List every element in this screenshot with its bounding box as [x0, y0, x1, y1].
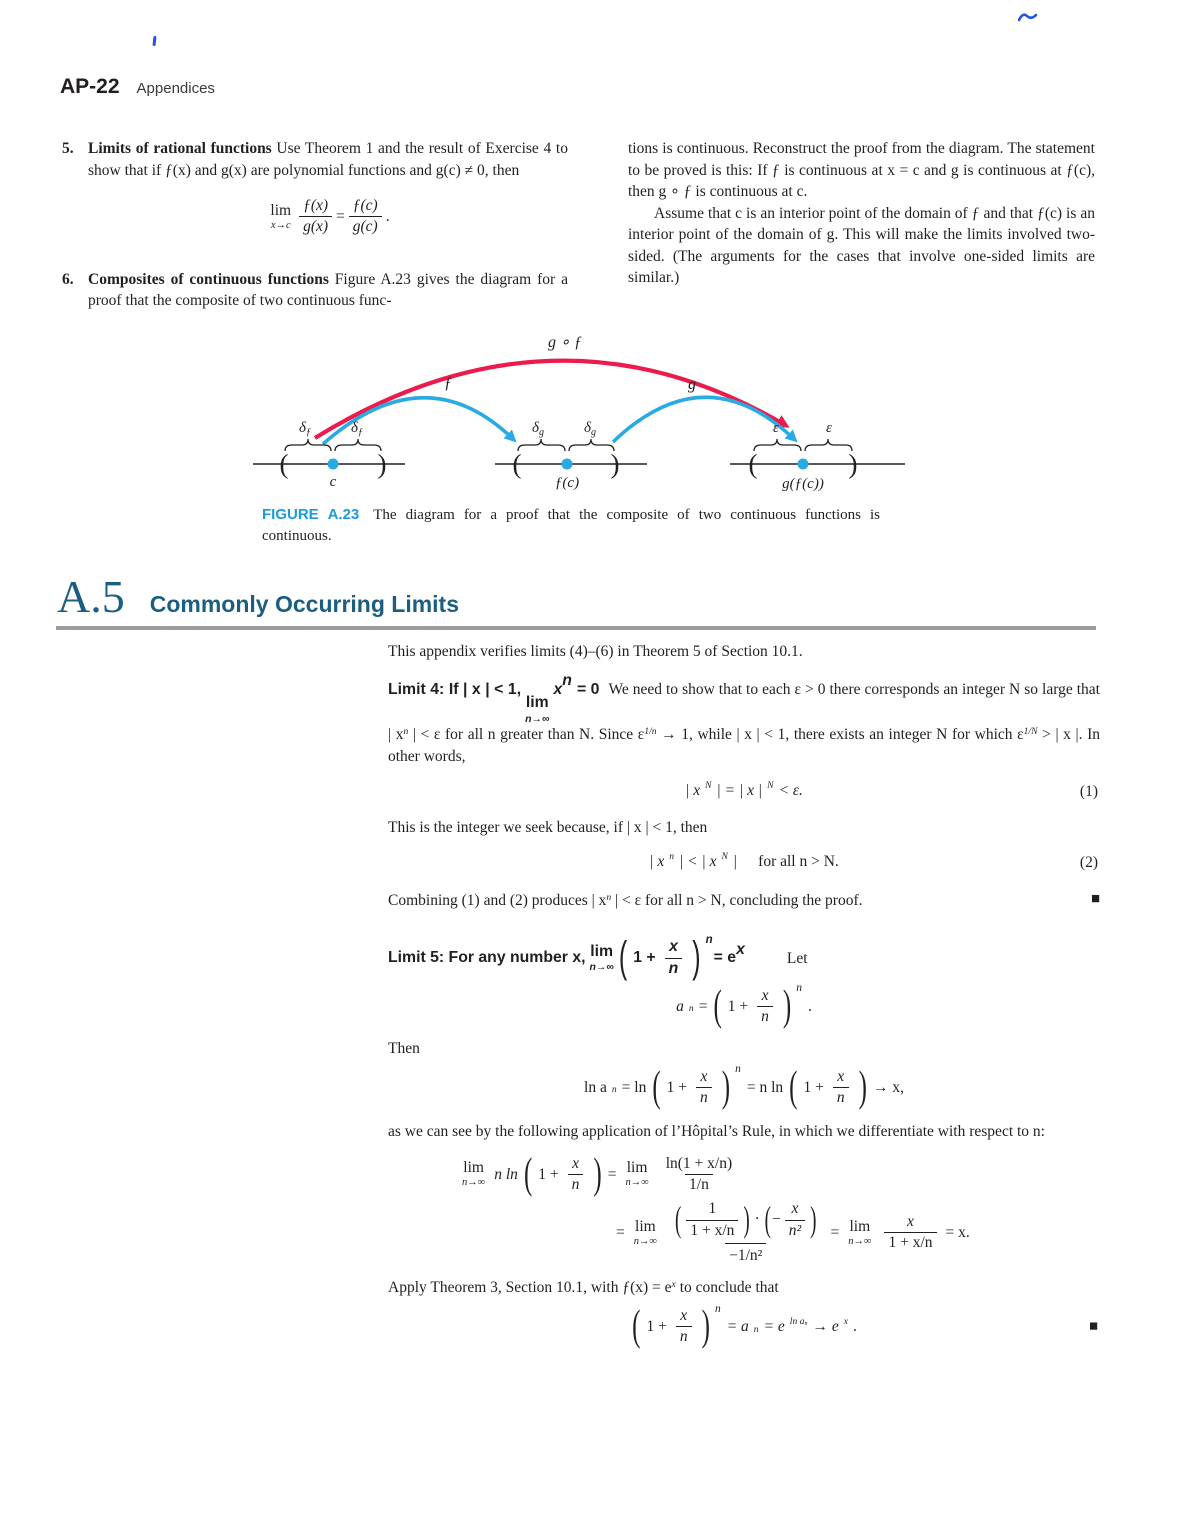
lim-operator	[270, 203, 291, 232]
delta-f-label: $\delta_ƒ$	[351, 420, 363, 438]
body-text: | < ε for all n greater than N. Since ε	[408, 726, 645, 744]
proof-end-square: ■	[1088, 1318, 1098, 1334]
final-equation	[388, 1302, 1100, 1351]
delta-f-label: $\delta_ƒ$	[299, 420, 311, 438]
arc-g-label: g	[688, 376, 696, 393]
let-word: Let	[786, 949, 808, 967]
section-number: A.5	[57, 571, 125, 622]
paragraph: tions is continuous. Reconstruct the proof from the diagram. The statement to be proved is this: If ƒ is continuous at x = c and g is continuous at ƒ(c), then g ∘ ƒ is continuous at c.	[628, 140, 1095, 201]
limit4-heading: Limit 4: If | x | < 1,	[388, 681, 522, 698]
section-heading	[57, 571, 459, 622]
fraction: $\frac{\ln(1 + x/n)}{1/n}$	[665, 1154, 733, 1194]
big-fraction: ( $\frac{1}{1 + x/n}$ ) · (− $\frac{x}{\text{n²}}$ ) −1/n²	[675, 1200, 817, 1264]
delta-brace	[569, 439, 614, 451]
paren-expression: ( 1 + $\frac{x}{n}$ ) n	[618, 933, 713, 983]
interval-paren: )	[377, 449, 387, 479]
equation-body: a n = ( 1 + $\frac{x}{n}$ ) n .	[676, 982, 812, 1030]
lim-word: lim	[270, 201, 292, 219]
equals-e: = e	[713, 949, 737, 967]
delta-g-label: $\delta_g$	[584, 420, 596, 438]
body-text: We need to show that to each ε > 0 there corresponds an integer N so large that | x	[388, 681, 1100, 744]
lhopital-line1	[388, 1150, 1100, 1199]
delta-brace	[335, 439, 381, 451]
numerator: ƒ(c)	[352, 197, 378, 215]
limit4-conclusion	[388, 890, 1100, 912]
math-x: x	[553, 681, 563, 698]
interval-paren: )	[848, 449, 858, 479]
paragraph: Assume that c is an interior point of the domain of ƒ and that ƒ(c) is an interior point of the domain of g. This will make the limits involved two-sided. (The arguments for the cases that involve one-sided limits are similar.)	[628, 204, 1095, 287]
exercise-number: 5.	[62, 140, 74, 157]
lim-operator: lim n→∞	[633, 1217, 657, 1247]
epsilon-brace	[805, 439, 852, 451]
page-header	[60, 72, 215, 101]
point-gfc-dot	[798, 459, 809, 470]
equation-number: (2)	[1079, 854, 1098, 872]
lim-subscript: x→c	[270, 219, 291, 231]
fraction	[349, 197, 382, 237]
rational-limit-equation	[88, 197, 568, 237]
lim-operator: lim n→∞	[589, 943, 614, 974]
exercise-text: Figure A.23 gives the diagram for a proof that the composite of two continuous func-	[88, 270, 568, 310]
epsilon-brace	[754, 439, 801, 451]
an-definition-equation	[388, 982, 1100, 1030]
denominator: g(x)	[299, 216, 332, 236]
lim-operator: lim n→∞	[525, 694, 550, 725]
equals-sign: =	[616, 1224, 625, 1241]
exercise-body	[88, 269, 568, 312]
body-text: Combining (1) and (2) produces | $x^n$ | < ε for all n > N, concluding the proof.	[388, 891, 863, 909]
denominator: g(c)	[349, 216, 382, 236]
delta-brace	[518, 439, 565, 451]
arc-f-label: ƒ	[444, 375, 452, 392]
paragraph: This is the integer we seek because, if | x | < 1, then	[388, 819, 708, 837]
fraction	[299, 197, 332, 237]
exercise-title: Composites of continuous functions	[88, 270, 329, 288]
epsilon-label: ε	[826, 420, 832, 436]
section-intro: This appendix verifies limits (4)–(6) in Theorem 5 of Section 10.1.	[388, 643, 803, 660]
exponent-n: n	[562, 672, 572, 690]
lim-operator: lim n→∞	[625, 1159, 649, 1189]
ln-an-equation	[388, 1063, 1100, 1112]
limit5-heading-text: Limit 5: For any number x,	[388, 949, 586, 967]
then-word: Then	[388, 1040, 420, 1058]
numerator: ƒ(x)	[303, 197, 329, 215]
main-column	[388, 672, 1101, 1351]
equals-x: = x.	[945, 1224, 970, 1241]
equation-number: (1)	[1079, 783, 1098, 801]
equation-1	[388, 780, 1100, 804]
proof-end-square: ■	[1090, 890, 1100, 907]
right-column	[628, 138, 1095, 289]
delta-g-label: $\delta_g$	[532, 420, 544, 438]
exercise-body	[88, 138, 568, 255]
ink-mark	[1018, 11, 1038, 25]
equation-body: | x N | = | x | N < ε.	[685, 780, 803, 800]
equation-body: ( 1 + $\frac{x}{n}$ ) n = a n = e ln an → e x .	[632, 1302, 857, 1351]
exponent: n	[403, 725, 409, 737]
epsilon-label: ε	[773, 420, 779, 436]
left-column	[62, 138, 568, 326]
limit4-paragraph	[388, 672, 1101, 767]
section-title: Commonly Occurring Limits	[149, 591, 459, 617]
fraction: $\frac{x}{1 + x/n}$	[884, 1213, 936, 1253]
exercise-text: Use Theorem 1 and the result of Exercise 4 to show that if ƒ(x) and g(x) are polynomial functions and g(c) ≠ 0, then	[88, 140, 568, 179]
ink-mark	[152, 36, 156, 46]
equals-sign: =	[336, 208, 345, 226]
body-text: > | x |. In other words,	[388, 726, 1101, 765]
limit4-heading-tail: = 0	[576, 681, 600, 698]
paren-expression: ( 1 + $\frac{x}{n}$ )	[523, 1150, 602, 1199]
paragraph: as we can see by the following application of l’Hôpital’s Rule, in which we differentiate with respect to n:	[388, 1123, 1045, 1141]
arc-g	[613, 397, 794, 442]
exponent-x: x	[736, 940, 745, 958]
running-head-label: Appendices	[136, 80, 215, 97]
point-fc-label: ƒ(c)	[554, 475, 580, 491]
body-text: → 1, while | x | < 1, there exists an integer N for which ε	[656, 726, 1024, 744]
n-ln: n ln	[494, 1165, 518, 1183]
equals-sign: =	[830, 1224, 840, 1241]
figure-a23-diagram	[245, 332, 945, 502]
apply-paragraph: Apply Theorem 3, Section 10.1, with ƒ(x) = $e^x$ to conclude that	[388, 1278, 779, 1297]
interval-paren: (	[279, 449, 289, 479]
exercise-6	[62, 269, 568, 312]
section-rule	[56, 626, 1096, 630]
interval-paren: (	[748, 449, 758, 479]
lhopital-line2	[388, 1200, 1100, 1265]
exponent: 1/N	[1023, 725, 1038, 737]
equation-2	[388, 851, 1100, 875]
ln-an-exponent: ln an	[789, 1315, 808, 1328]
point-fc-dot	[562, 459, 573, 470]
arc-gf-label: g ∘ ƒ	[547, 334, 583, 351]
page-number: AP-22	[60, 75, 120, 98]
limit5-heading	[388, 933, 1100, 983]
equation-body: | x n | < | x N | for all n > N.	[649, 850, 839, 870]
figure-caption	[262, 505, 880, 547]
figure-caption-text: The diagram for a proof that the composite of two continuous functions is continuous.	[262, 507, 881, 544]
interval-paren: (	[512, 449, 522, 479]
point-c-dot	[328, 459, 339, 470]
exercise-title: Limits of rational functions	[88, 140, 272, 157]
equals-sign: =	[607, 1165, 617, 1183]
figure-label: FIGURE A.23	[262, 506, 360, 523]
point-c-label: c	[329, 474, 337, 490]
equation-body: ln a n = ln ( 1 + $\frac{x}{n}$ ) n = n ln ( 1 + $\frac{x}{n}$ ) → x,	[584, 1063, 904, 1112]
interval-paren: )	[610, 449, 620, 479]
point-gfc-label: g(ƒ(c))	[782, 476, 824, 492]
period: .	[385, 208, 390, 226]
exercise-5	[62, 138, 568, 255]
exponent: 1/n	[644, 725, 657, 737]
lim-operator: lim n→∞	[848, 1217, 872, 1247]
exercise-number: 6.	[62, 270, 74, 288]
lim-operator: lim n→∞	[462, 1159, 486, 1189]
